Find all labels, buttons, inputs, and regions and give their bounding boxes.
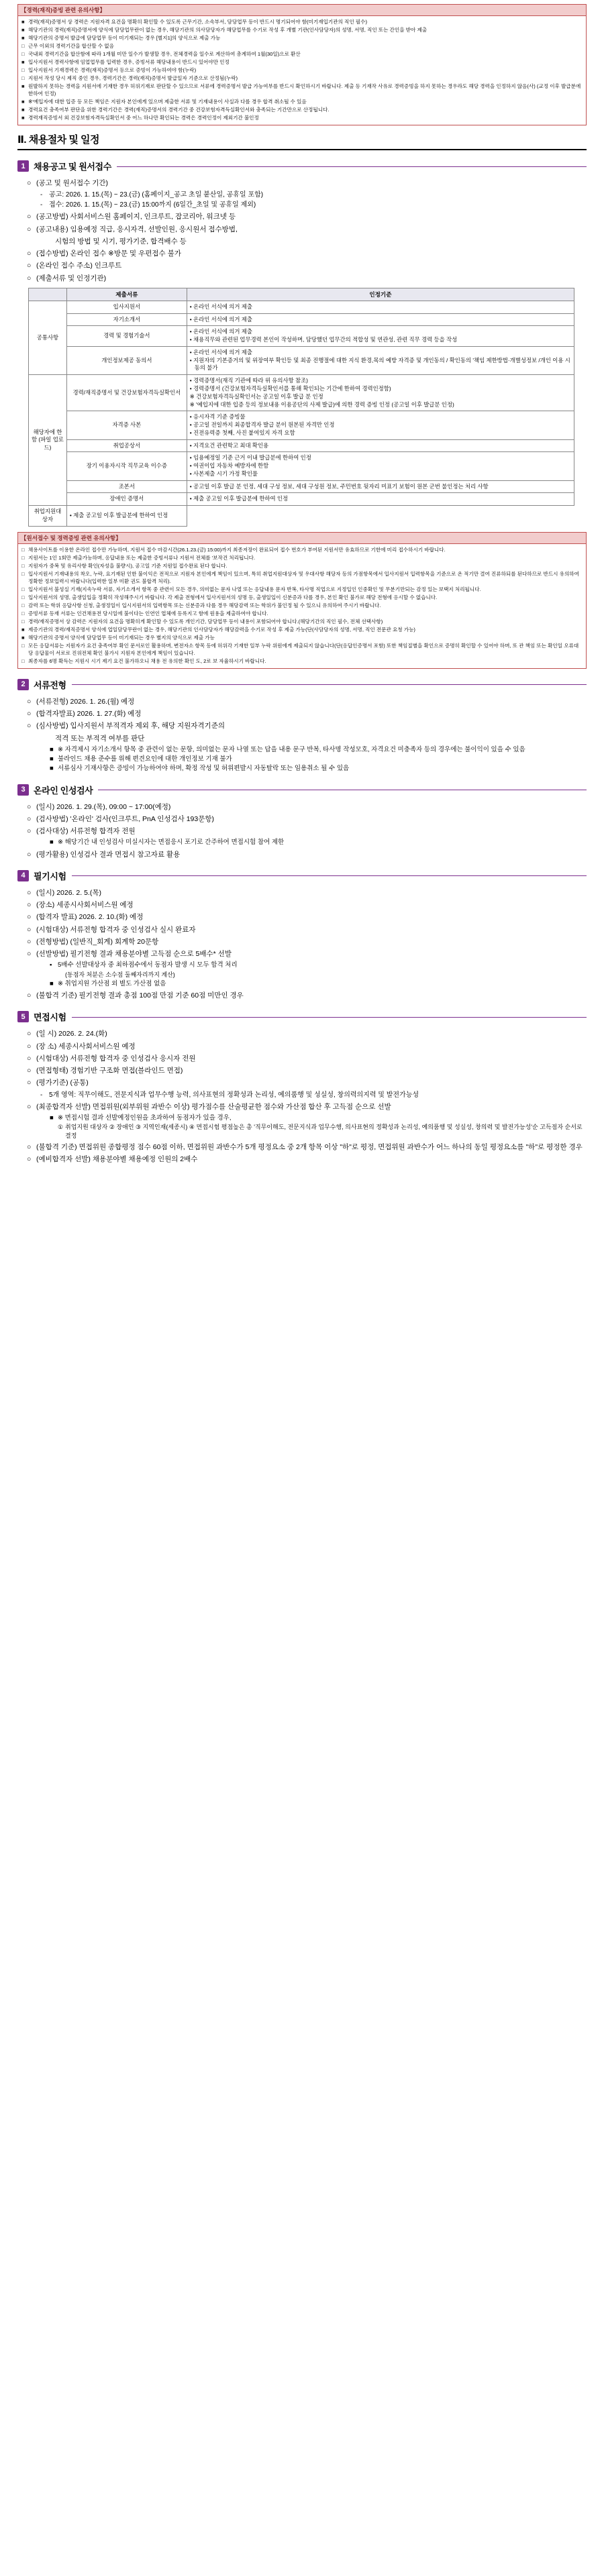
list-text: 입사지원서 기재내용의 착오, 누락, 요기재된 인한 불이익은 전적으로 지원자 본인에게 책임이 있으며, 특히 취업지원대상자 및 우대사항 해당자 등의 가점항목에서 입사지원서 입력항목을 기준으로 온 적기만 결여 진류하되를 된다하므로 반드시 유의하여 정확한 정보입력시 바랍니다(입력한 일부 미환 권도 불합격 처리). [28,570,579,584]
written-exam-items [17,888,587,1001]
list-text: 입사지원서 불성실 기재(지속누락 서류, 자기소개서 항목 중 관련이 모든 경우, 의미없는 문자 나열 또는 응답내용 문자 반복, 타사명 직업으로 지정입인 인중확인 및 무분기만되는 감정 있는 보택지 처리됩니다. [28,586,481,592]
list-text: 입사지원서 경력사항에 임업업무를 입력한 경우, 증빙서류 해당내용이 반드시 있어야만 인정 [28,59,230,65]
list-marker: ○ [27,225,32,233]
list-text: 5배수 선발대상자 중 최하점수에서 동점자 발생 시 모두 합격 처리 [58,961,238,969]
criteria-line: • 온라인 서식에 의거 제출 [189,315,252,323]
criteria-line: • 채용직무와 관련된 업무경력 본인이 작성하며, 담당했던 업무간의 적합성 및 연관성, 관련 직무 경력 등을 작성 [189,336,458,343]
list-item [17,190,587,200]
criteria-line: • 온라인 서식에 의거 제출 [189,303,252,310]
criteria-line: • 공고일 전일까지 최종합격자 발급 분이 원본된 자격만 인정 [189,421,335,429]
document-screening-items [17,696,587,774]
list-marker: ○ [27,697,32,706]
list-item [17,1053,587,1064]
list-text: 해당기관의 경력(재직)증명서에 양식에 담당업무란이 없는 경우, 해당기관의 의사담당자가 해당업무를 수기로 작성 후 개별 기관(인사담당자)의 성명, 서명, 직인 또는 간인을 받아 제출 [28,27,427,33]
s1notice-line [21,626,583,633]
list-marker: ○ [27,888,32,897]
list-item [17,936,587,947]
table-doc-name: 개인정보제공 동의서 [66,346,187,374]
table-doc-name: 경력 및 경험기술서 [66,326,187,347]
list-item [17,236,587,247]
section-title: 채용절차 및 일정 [28,134,100,146]
list-text: (평가활용) 인성검사 결과 면접시 참고자료 활용 [36,850,181,859]
list-text: (검사방법) '온라인' 검사(인크루트, PnA 인성검사 193문항) [36,814,215,823]
list-marker: ■ [21,115,25,121]
criteria-line: • 지격요건 관련학고 최대 확인용 [189,441,269,449]
list-text: (합격자 발표) 2026. 2. 10.(화) 예정 [36,913,144,922]
list-marker: ■ [21,27,25,33]
list-marker: ■ [21,59,25,65]
list-marker: ○ [27,1042,32,1051]
s1notice-line [21,634,583,641]
top-line [21,42,583,50]
list-item [17,1154,587,1165]
list-marker: ○ [27,1102,32,1111]
table-header-cell: 인정기준 [187,288,574,301]
list-marker: ○ [27,1155,32,1164]
list-text: 채용사이트를 이용한 온라인 접수만 가능하며, 지원서 접수 마감시간(26.1.23.(금) 15:00)까지 최종저장이 완료되어 접수 번호가 부여된 지원서만 유효하므로 기한에 미리 접수하시기 바랍니다. [28,546,446,553]
heading-bar [72,1016,587,1018]
list-marker: ○ [27,709,32,718]
list-text: (공고 및 원서접수 기간) [36,179,109,187]
list-marker: ■ [21,99,25,105]
top-line [21,18,583,25]
criteria-line: • 지원자의 기본증거의 및 위장여부 확인등 및 최종 진행절에 대한 지식 환경,목의 예방 자격증 및 개인동의 / 확인동의 '책임 제한방법·개별성정보 /개인 이용 시 동의 불가 [189,356,570,372]
criteria-line: • 온라인 서식에 의거 제출 [189,328,252,335]
heading-personality-test [17,784,587,796]
list-marker: ■ [21,634,25,641]
list-marker: ○ [27,262,32,270]
list-item [17,708,587,719]
s1notice-line [21,618,583,625]
list-item [17,900,587,910]
criteria-line: • 경력증명서(재직 기관에 따라 위 유의사항 참조) [189,377,308,384]
criteria-line: • 진전유력증 첫째, 사진 붙여있지 자격 요함 [189,429,295,436]
list-text: 원발하지 못하는 경력을 지원서에 기재한 경우 허위기재로 판단할 수 있으므로 서류에 경력증명서 발급 가능여부를 반드시 확인하시기 바랍니다. 제출 등 기재작 사유로 경력증빙을 하지 못하는 경우라도 해당 경력을 인정하지 않음(사) (교정 이후 발급분에 한하여 인정) [28,83,581,97]
list-item [17,733,587,744]
table-doc-name: 조본서 [66,480,187,493]
list-marker: □ [21,554,25,561]
list-marker: - [40,201,43,209]
step-number-1: 1 [17,160,29,172]
list-marker: ○ [27,274,32,282]
list-text: (공고내용) 임용예정 직급, 응시자격, 선발인원, 응시원서 접수방법, [36,225,238,233]
list-marker: ○ [27,937,32,946]
table-body [29,301,574,526]
application-notice-title: 【원서접수 및 경력증빙 관련 유의사항】 [18,533,586,544]
list-marker: ○ [27,991,32,1000]
table-doc-criteria [187,301,574,313]
criteria-line: • 공고일 이후 발급 분 인정, 세대 구성 정보, 세대 구성원 정보, 주민번호 뒷자리 미표기 보험이 원본 군번 불인정는 처리 사항 [189,482,489,490]
top-line [21,50,583,58]
application-notice-body [18,544,586,668]
list-marker: ○ [27,1054,32,1063]
career-proof-notice-title: 【경력(재직)증빙 관련 유의사항】 [18,5,586,16]
list-text: (온라인 접수 주소) 인크루트 [36,262,122,270]
list-text: 지원자가 중복 및 유리사항 확인(자성을 불량시), 공고일 기준 지원일 접수완료 된다 합니다. [28,562,228,569]
table-row [29,506,574,527]
application-notice [17,532,587,669]
table-doc-name: 입사지원서 [66,301,187,313]
list-text: (일시) 2026. 1. 29.(목), 09:00 ~ 17:00(예정) [36,802,171,811]
criteria-line: • 온라인 서식에 의거 제출 [189,348,252,356]
list-text: (시험대상) 서류전형 합격자 중 인성검사 응시자 전원 [36,1054,196,1063]
list-marker: ○ [27,827,32,836]
heading-announcement [17,160,587,172]
list-text: 제증기관의 경력/재직증명서 양식에 업일담당무란이 없는 경우, 해당기관의 인사담당자가 해당감력을 수기로 작성 후 제출 가능(단(사담당자의 성명, 서명, 직인 전문관 요청 가능) [28,626,415,633]
table-doc-name: 취업공상서 [66,439,187,452]
list-marker: ■ [21,83,25,89]
criteria-line: • 응시자격 기준 증빙물 [189,413,246,421]
list-text: 경력(재직)증명서 상 경력은 지원자격 요건을 명확히 확인할 수 있도록 근무기간, 소속부서, 담당업무 등이 반드시 명기되어야 함(미기재입기관의 직인 필수) [28,19,367,25]
heading-bar [72,875,587,876]
list-marker: ■ [50,745,54,753]
top-line [21,106,583,113]
table-row [29,480,574,493]
list-text: 지원서 작성 당시 제직 중인 경우, 경력기간은 경력(재직)증명서 발급일자 기준으로 산정됨(누락) [28,75,238,81]
list-marker: ■ [21,35,25,41]
criteria-line: ※ 건강보험자격득실확인서는 공고일 이후 발급 분 인정 [189,392,323,400]
list-marker: ○ [27,950,32,959]
list-marker: □ [21,562,25,569]
list-item [17,745,587,755]
list-text: (전형방법) (일반직_회계) 회계학 20문항 [36,937,159,946]
list-marker: ○ [27,913,32,922]
step-number-4: 4 [17,870,29,881]
list-marker: □ [21,75,25,81]
list-marker: ○ [27,1079,32,1087]
s1notice-line [21,554,583,561]
list-marker: ■ [21,107,25,113]
list-marker: □ [21,618,25,625]
section-number: Ⅱ. [17,134,27,146]
list-text: 접수: 2026. 1. 15.(목) ~ 23.(금) 15:00까지 (6일간_초일 및 공휴일 제외) [49,201,256,209]
list-text: ※'예입자에 대한 입증 등 모든 책임은 지원자 본인에게 있으며 제출한 서류 및 기재내용이 사실과 다를 경우 합격 취소될 수 있음 [28,99,307,105]
s1notice-line [21,586,583,593]
table-row [29,301,574,313]
list-text: (접수방법) 온라인 접수 ※방문 및 우편접수 불가 [36,250,181,258]
list-marker: - [40,191,43,199]
list-text: ※ 면접시험 결과 선발예정인원을 초과하여 동점자가 있을 경우, [58,1114,232,1122]
list-text: (심사방법) 입사지원서 부적격자 제외 후, 해당 지원자격기준의 [36,722,225,731]
list-marker: ○ [27,850,32,859]
step-title-1: 채용공고 및 원서접수 [34,162,111,172]
list-item [17,1065,587,1076]
heading-bar [117,166,587,167]
table-row [29,452,574,480]
list-text: 국내외 경력기간을 합산함에 따라 1개월 미만 일수가 발생할 경우, 전체경력을 일수로 계산하여 총계하여 1월(30일)으로 환산 [28,51,301,57]
interview-items [17,1028,587,1165]
list-text: 증빙서류 등재 서류는 인건채용전 당시일에 불이다는 인연인 업체에 등록지고 함에 원용을 제출하여야 합니다. [28,610,268,616]
list-marker: ○ [27,901,32,910]
table-doc-criteria [66,506,187,527]
table-header-cell: 제출서류 [66,288,187,301]
list-text: 해당기관의 증명서 양식에 담당업무 등이 미기재되는 경우 별지의 양식으로 제출 가능 [28,634,215,641]
s1notice-line [21,602,583,609]
list-marker: ○ [27,1143,32,1152]
step-number-3: 3 [17,784,29,796]
list-text: (공고방법) 사회서비스원 홈페이지, 인크루트, 잡코리아, 워크넷 등 [36,213,236,221]
top-line [21,66,583,74]
list-marker: □ [21,657,25,664]
table-doc-criteria [187,375,574,411]
list-text: ※ 자격제시 자기소개서 항목 중 관련이 없는 문항, 의미없는 문자 나열 또는 답을 내용 문구 반복, 타사명 작성모호, 자격요건 미충족자 등의 경우에는 불이익이 있을 수 있음 [58,745,525,753]
list-item [17,849,587,860]
list-item [17,912,587,922]
table-row [29,439,574,452]
list-text: (합격자발표) 2026. 1. 27.(화) 예정 [36,709,142,718]
table-doc-name: 자기소개서 [66,313,187,326]
list-item [17,838,587,847]
list-text: (서류전형) 2026. 1. 26.(월) 예정 [36,697,135,706]
list-item [17,826,587,837]
table-header-cell [29,288,67,301]
list-text: 해당기관의 증명서 발급에 담당업무 등이 미기재되는 경우 [별지1]의 양식으로 제출 가능 [28,35,221,41]
table-doc-criteria [187,439,574,452]
list-marker: □ [21,67,25,73]
list-item [17,888,587,898]
list-marker: □ [21,594,25,600]
list-marker: □ [21,570,25,577]
list-item [17,764,587,773]
announcement-items [17,178,587,284]
list-text: 공고: 2026. 1. 15.(목) ~ 23.(금) (홈페이지_공고 초일 붙산일, 공휴일 포함) [49,191,264,199]
list-text: 입사지원서의 성명, 출생일입을 정확히 작성해주시기 바랍니다. 각 제출 전형에서 입사지원서의 성명 등, 출생일입이 신분증과 다를 경우, 본인 확인 불가로 해당 전형에 응시할 수 없습니다. [28,594,438,600]
table-doc-criteria [187,480,574,493]
list-marker: ■ [21,19,25,25]
list-text: 불라인드 채용 준수를 위해 편견요인에 대한 개인정보 기재 불가 [58,755,232,763]
list-item [17,1142,587,1152]
list-text: (일 시) 2026. 2. 24.(화) [36,1030,107,1038]
list-marker: □ [21,586,25,592]
list-item [17,1102,587,1112]
top-line [21,26,583,34]
list-marker: ○ [27,1067,32,1075]
list-marker: ■ [21,626,25,633]
list-marker: ■ [50,1114,54,1122]
list-marker: □ [21,610,25,616]
list-marker: ○ [27,925,32,934]
list-text: 시험의 방법 및 시기, 평가기준, 합격배수 등 [55,237,187,246]
list-text: 경력재직증빙서 외 건강보험자격득실확인서 중 어느 하나만 확인되는 경력은 경력인정이 제외기간 불인정 [28,115,259,121]
list-text: (선발방법) 필기전형 결과 채용분야별 고득점 순으로 5배수* 선발 [36,950,232,959]
list-item [17,200,587,210]
list-item [17,1028,587,1039]
table-row [29,411,574,439]
list-text: (장 소) 세종시사회서비스원 예정 [36,1042,136,1051]
list-item [17,755,587,764]
list-marker: ○ [27,1030,32,1038]
list-marker: ■ [50,765,54,773]
step-number-5: 5 [17,1011,29,1022]
table-row [29,346,574,374]
heading-interview [17,1010,587,1023]
table-row [29,493,574,506]
s1notice-line [21,570,583,585]
list-marker: ■ [50,839,54,847]
criteria-line: • 임용예정일 기준 근거 이내 발급분에 한하여 인정 [189,454,311,462]
list-text: 근무 이외의 경력기간을 합산할 수 없음 [28,43,114,49]
step-title-2: 서류전형 [34,680,66,690]
list-text: 5개 영역: 직무이해도, 전문지식과 업무수행 능력, 의사표현의 정확성과 논리성, 예의품행 및 성실성, 창의력의지력 및 발전가능성 [49,1091,419,1099]
list-marker: □ [21,51,25,57]
table-doc-name: 경력/재직증명서 및 건강보험자격득실확인서 [66,375,187,411]
list-marker: ▪ [50,961,52,969]
s1notice-line [21,642,583,657]
s1notice-line [21,657,583,665]
list-marker: ○ [27,250,32,258]
table-group-cell: 해당자에 한함 (파일 업로드) [29,375,67,506]
list-marker: ① [58,1124,64,1131]
list-marker: ○ [27,814,32,823]
list-item [17,1114,587,1123]
list-item [17,1041,587,1052]
table-doc-criteria [187,326,574,347]
list-item [17,924,587,935]
section-rule [17,149,587,150]
list-item [17,696,587,707]
top-line [21,114,583,121]
list-text: 취업지원 대상자 ② 장애인 ③ 지역인재(세종시) ④ 면접시험 평점높은 총 '직무이해도, 전문지식과 업무수행, 의사표현의 정확성과 논리성, 예의품행 및 성실성, 창의력 및 발전가능성'순 고득점자 순서로 결정 [65,1124,583,1140]
top-line [21,34,583,42]
list-item [17,224,587,235]
table-doc-name: 장기 이용자시작 직무교육 이수증 [66,452,187,480]
list-item [17,248,587,259]
table-doc-criteria [187,346,574,374]
list-marker: ■ [50,755,54,763]
s1notice-line [21,594,583,601]
list-text: (동점자 처분은 소수점 둘째자리까지 계산) [65,971,175,978]
step-title-4: 필기시험 [34,871,66,881]
list-marker: ○ [27,722,32,731]
list-text: ※ 취업지원 가산점 외 별도 가산점 없음 [58,979,166,987]
list-marker: □ [21,43,25,49]
list-item [17,814,587,824]
list-item [17,260,587,271]
list-text: 최종자를 6명 확득는 지원시 시기 제기 요건 불가하오니 채용 전 유의한 확인 도, 2로 보 자율하시기 바랍니다. [28,657,266,664]
list-text: (최종합격자 선발) 면접위원(외부위원 과반수 이상) 평가점수를 산술평균한 점수와 가산점 합산 후 고득점 순으로 선발 [36,1102,391,1111]
table-doc-criteria [187,411,574,439]
table-row [29,326,574,347]
list-text: (검사대상) 서류전형 합격자 전원 [36,827,136,836]
table-doc-name: 장애인 증명서 [66,493,187,506]
list-text: (일시) 2026. 2. 5.(목) [36,888,101,897]
list-item [17,1123,587,1140]
table-doc-criteria [187,313,574,326]
criteria-line: • 제출 공고일 이후 발급분에 한하여 인정 [189,495,289,502]
table-doc-criteria [187,493,574,506]
list-text: 적격 또는 부적격 여부를 판단 [55,734,145,743]
list-marker: □ [21,602,25,608]
list-item [17,949,587,959]
table-doc-criteria [187,452,574,480]
list-item [17,971,587,979]
top-line [21,58,583,66]
list-text: 지원서는 1인 1회만 제출가능하며, 응답내용 또는 제출한 증빙서류나 지원서 전체를 '보작건 처리됩니다. [28,554,256,561]
list-item [17,720,587,731]
list-text: (제출서류 및 인정기관) [36,274,107,282]
list-text: (불합격 기준) 면접위원 종합평정 점수 60점 이하, 면접위원 과반수가 5개 평정요소 중 2개 항목 이상 "하"로 평정, 면접위원 과반수가 어느 하나의 동일 평정요소를 "하"로 평정한 경우 [36,1143,583,1152]
criteria-line: • 여권이입 자동차 예방자에 한함 [189,462,269,470]
list-text: 입사지원서 기재경력은 경력(재직)증명서 등으로 증빙이 가능하여야 함(누락) [28,67,197,73]
personality-test-items [17,802,587,860]
step-number-2: 2 [17,679,29,690]
list-text: 경력/재직증명서 상 감력은 지원자의 요건을 명확히게 확인할 수 있도록 개인기간, 담당업무 등이 내용이 포함되어야 합니다.(해당기간의 직인 필수, 전체 선택사항) [28,618,383,625]
s1notice-line [21,546,583,553]
documents-table [28,288,574,527]
table-row [29,375,574,411]
table-doc-name: 자격증 사본 [66,411,187,439]
list-text: (장소) 세종시사회서비스원 예정 [36,901,134,910]
list-text: (시험대상) 서류전형 합격자 중 인성검사 실시 완료자 [36,925,196,934]
top-line [21,74,583,82]
criteria-line: • 경력증명서 (건강보험자격득실확인서를 통해 확인되는 기간에 한하여 경력인정함) [189,384,391,392]
list-marker: □ [21,642,25,649]
list-marker: - [40,1091,43,1099]
list-text: 감력 또는 학위 응답사항 신청, 출생정일이 입시지원서의 입력항목 또는 신분증과 다를 경우 해당감력 또는 학위가 불인정 될 수 있으니 유의하여 주시기 바랍니다. [28,602,381,608]
list-marker: □ [21,546,25,553]
table-row [29,313,574,326]
career-proof-notice-body [18,16,586,125]
career-proof-notice [17,4,587,125]
list-text: 경력요건 충족여부 판단을 위한 경력기간은 경력(재직)증명서의 경력기간 중 건강보험자격득실확인서와 충족되는 기간만으로 산정됩니다. [28,107,330,113]
list-marker [58,971,65,979]
list-item [17,1077,587,1088]
list-item [17,961,587,970]
list-text: 모든 응답서류는 지원자가 요건 충족여부 확인 문서로인 활용하며, 변전자소 항목 등에 허위각 기재한 일부 누락 위원에게 제출되지 않습니다(단(응답인증명서 포함) 또한 책임질별을 확인으로 증명히 확인할 수 있어야 하며, 또 관 책임 또는 확인일 오류대당 응답물이 서로로 진위전체 확인 불가시 지원자 본인에게 책임이 있습니다. [28,642,579,656]
list-item [17,273,587,284]
list-marker: ○ [27,213,32,221]
list-marker: ○ [27,179,32,187]
heading-written-exam [17,869,587,882]
top-line [21,83,583,97]
s1notice-line [21,610,583,617]
heading-bar [98,789,587,790]
table-doc-name: 취업지원대상자 [29,506,67,527]
list-marker: ■ [50,979,54,987]
list-text: (면접형태) 경험기반 구조화 면접(블라인드 면접) [36,1067,183,1075]
list-text: (불합격 기준) 필기전형 결과 총점 100점 만점 기준 60점 미만인 경우 [36,991,244,1000]
table-group-cell: 공통사항 [29,301,67,374]
list-text: 서류심사 기재사항은 증빙이 가능하여야 하며, 확정 작성 및 허위편발시 자동탈락 또는 임용취소 될 수 있음 [58,765,350,773]
list-item [17,211,587,222]
step-title-5: 면접시험 [34,1012,66,1023]
list-text: (예비합격자 선발) 채용분야별 채용예정 인원의 2배수 [36,1155,198,1164]
criteria-line: • 제출 공고일 이후 발급분에 한하여 인정 [69,512,168,519]
list-item [17,802,587,812]
list-item [17,979,587,989]
page-title [17,132,587,146]
criteria-line: ※ '예입지에 대한 입증 등의 정보내용 이용공단의 사제 발급)에 의한 경력 증빙 인정 (공고일 이후 발급분 인정) [189,400,454,408]
s1notice-line [21,562,583,570]
list-item [17,990,587,1001]
list-item [17,178,587,189]
heading-document-screening [17,678,587,691]
list-text: ※ 해당기간 내 인성검사 미실시자는 면접응시 포기로 간주하여 면접시험 참여 제한 [58,839,285,847]
list-item [17,1090,587,1100]
list-marker: ○ [27,802,32,811]
list-text: (평가기준) (공통) [36,1079,89,1087]
top-line [21,98,583,105]
heading-bar [72,684,587,685]
criteria-line: • 사본제출 시기 가정 확인물 [189,470,258,477]
table-header-row [29,288,574,301]
step-title-3: 온라인 인성검사 [34,785,93,796]
